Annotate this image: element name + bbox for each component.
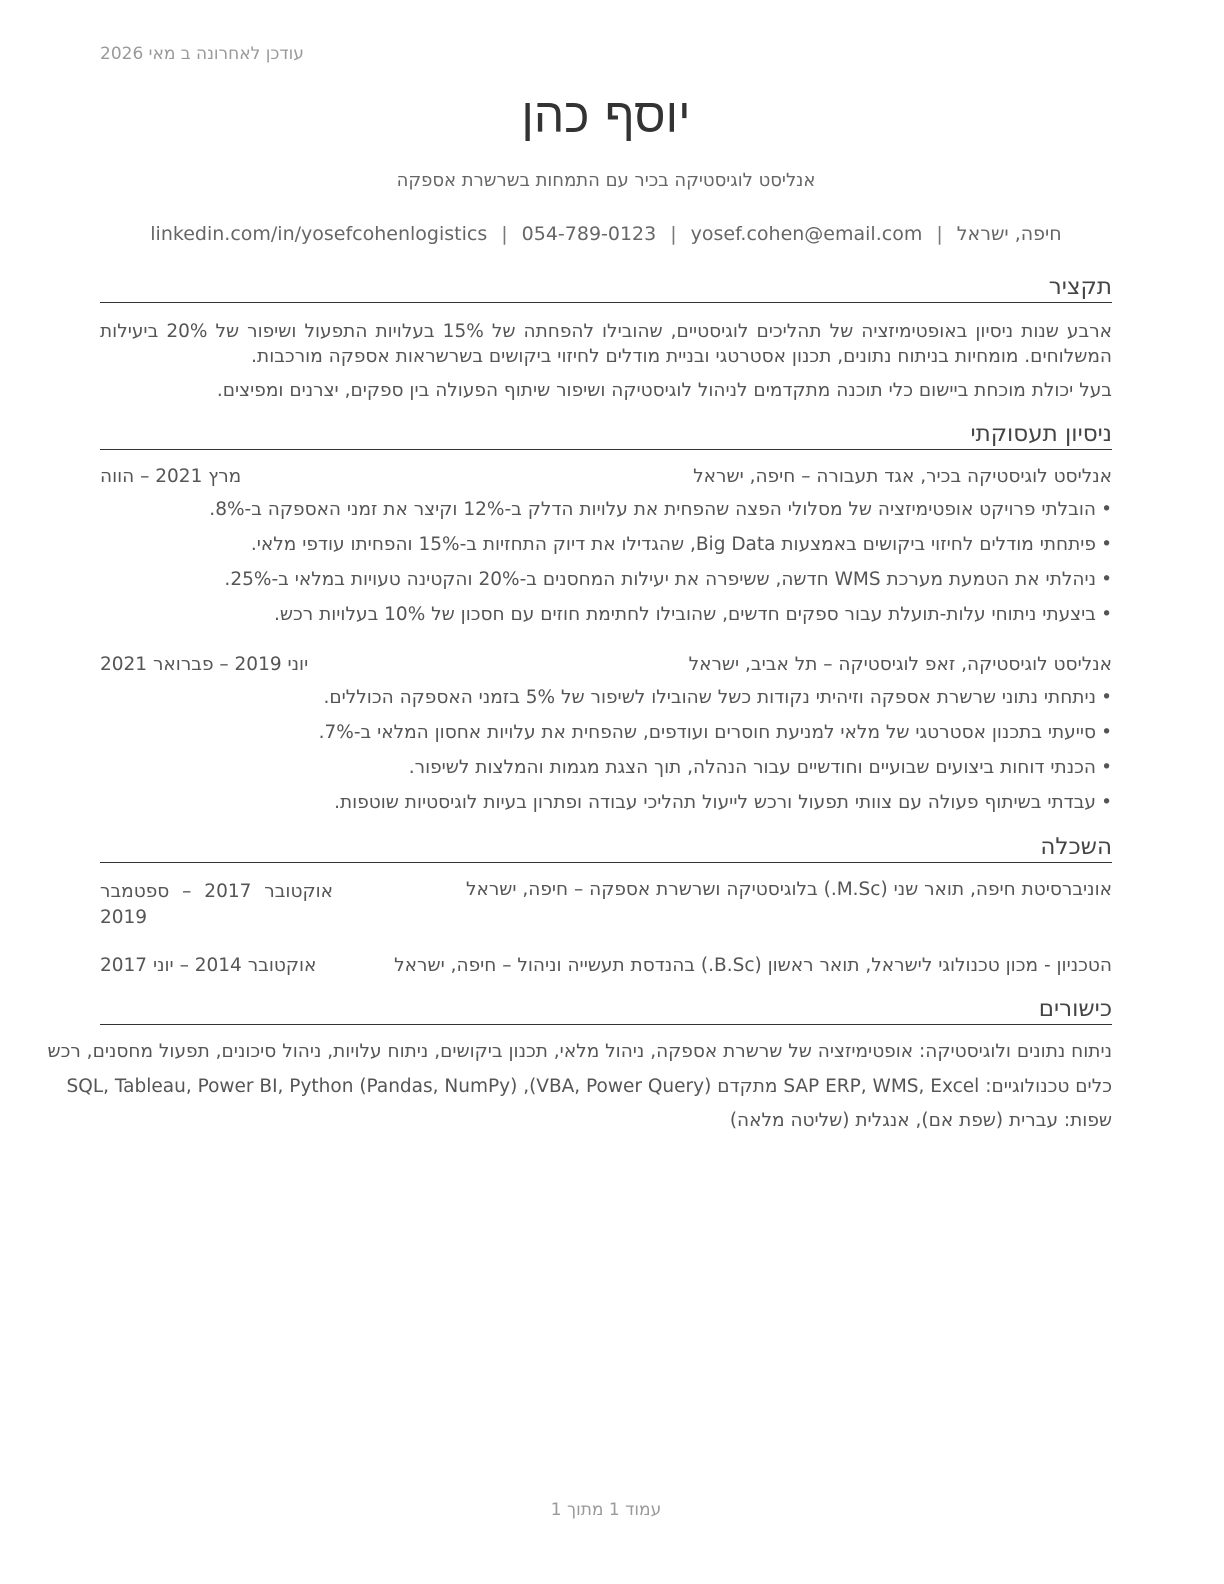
education-title: הטכניון - מכון טכנולוגי לישראל, תואר ראשון (B.Sc.) בהנדסת תעשייה וניהול – חיפה, ישראל <box>394 955 1112 976</box>
education-dates: אוקטובר 2017 – ספטמבר 2019 <box>100 881 333 928</box>
job-bullets <box>100 497 1112 637</box>
contact-email[interactable]: yosef.cohen@email.com <box>690 223 923 245</box>
section-title-education: השכלה <box>100 834 1112 863</box>
contact-separator: | <box>670 223 677 245</box>
contact-linkedin[interactable]: linkedin.com/in/yosefcohenlogistics <box>150 223 488 245</box>
summary-paragraph-2: בעל יכולת מוכחת ביישום כלי תוכנה מתקדמים לניהול לוגיסטיקה ושיפור שיתוף הפעולה בין ספקים, יצרנים ומפיצים. <box>216 380 1112 401</box>
list-item: • הכנתי דוחות ביצועים שבועיים וחודשיים עבור הנהלה, תוך הצגת מגמות והמלצות לשיפור. <box>408 757 1112 778</box>
skills-line-languages: שפות: עברית (שפת אם), אנגלית (שליטה מלאה) <box>729 1110 1112 1131</box>
section-title-skills: כישורים <box>100 996 1112 1025</box>
skills-line-analysis: ניתוח נתונים ולוגיסטיקה: אופטימיזציה של שרשרת אספקה, ניהול מלאי, תכנון ביקושים, ניתוח עלויות, ניהול סיכונים, תפעול מחסנים, רכש <box>47 1041 1112 1062</box>
education-dates: אוקטובר 2014 – יוני 2017 <box>100 955 317 976</box>
job-title: אנליסט לוגיסטיקה, זאפ לוגיסטיקה – תל אביב, ישראל <box>688 654 1112 675</box>
job-title: אנליסט לוגיסטיקה בכיר, אגד תעבורה – חיפה, ישראל <box>693 466 1112 487</box>
list-item: • סייעתי בתכנון אסטרטגי של מלאי למניעת חוסרים ועודפים, שהפחית את עלויות אחסון המלאי ב-7%. <box>318 722 1112 743</box>
job-dates: מרץ 2021 – הווה <box>100 466 242 487</box>
list-item: • פיתחתי מודלים לחיזוי ביקושים באמצעות Big Data, שהגדילו את דיוק התחזיות ב-15% והפחיתו עודפי מלאי. <box>250 534 1112 555</box>
education-item <box>100 955 1112 983</box>
job-header <box>100 466 1112 494</box>
list-item: • הובלתי פרויקט אופטימיזציה של מסלולי הפצה שהפחית את עלויות הדלק ב-12% וקיצר את זמני האספקה ב-8%. <box>209 499 1112 520</box>
resume-page <box>47 0 1113 1584</box>
job-dates: יוני 2019 – פברואר 2021 <box>100 654 309 675</box>
skills-line-tools: כלים טכנולוגיים: SAP ERP, WMS, Excel מתקדם (VBA, Power Query), SQL, Tableau, Power BI, Python (Pandas, NumPy) <box>66 1076 1112 1097</box>
contact-location: חיפה, ישראל <box>956 223 1062 245</box>
contact-phone[interactable]: 054-789-0123 <box>521 223 657 245</box>
candidate-headline: אנליסט לוגיסטיקה בכיר עם התמחות בשרשרת אספקה <box>396 170 816 191</box>
list-item: • ניהלתי את הטמעת מערכת WMS חדשה, ששיפרה את יעילות המחסנים ב-20% והקטינה טעויות במלאי ב-25%. <box>224 569 1112 590</box>
list-item: • עבדתי בשיתוף פעולה עם צוותי תפעול ורכש לייעול תהליכי עבודה ופתרון בעיות לוגיסטיות שוטפות. <box>334 792 1112 813</box>
job-bullets <box>100 685 1112 825</box>
summary-paragraph-1: ארבע שנות ניסיון באופטימיזציה של תהליכים לוגיסטיים, שהובילו להפחתה של 15% בעלויות התפעול ושיפור של 20% ביעילות המשלוחים. מומחיות בניתוח נתונים, תכנון אסטרטגי ובניית מודלים לחיזוי ביקושים בשרשראות אספקה מורכבות. <box>100 321 1113 367</box>
education-title: אוניברסיטת חיפה, תואר שני (M.Sc.) בלוגיסטיקה ושרשרת אספקה – חיפה, ישראל <box>465 879 1112 900</box>
section-title-experience: ניסיון תעסוקתי <box>100 421 1112 450</box>
page-number: עמוד 1 מתוך 1 <box>550 1500 662 1520</box>
last-updated: עודכן לאחרונה ב מאי 2026 <box>100 44 304 64</box>
education-item <box>100 879 1112 928</box>
candidate-name: יוסף כהן <box>521 88 691 144</box>
contact-separator: | <box>936 223 943 245</box>
contact-line <box>100 223 1112 245</box>
list-item: • ניתחתי נתוני שרשרת אספקה וזיהיתי נקודות כשל שהובילו לשיפור של 5% בזמני האספקה הכוללים. <box>323 687 1112 708</box>
job-header <box>100 654 1112 682</box>
list-item: • ביצעתי ניתוחי עלות-תועלת עבור ספקים חדשים, שהובילו לחתימת חוזים עם חסכון של 10% בעלויות רכש. <box>274 604 1112 625</box>
contact-separator: | <box>501 223 508 245</box>
section-title-summary: תקציר <box>100 274 1112 303</box>
